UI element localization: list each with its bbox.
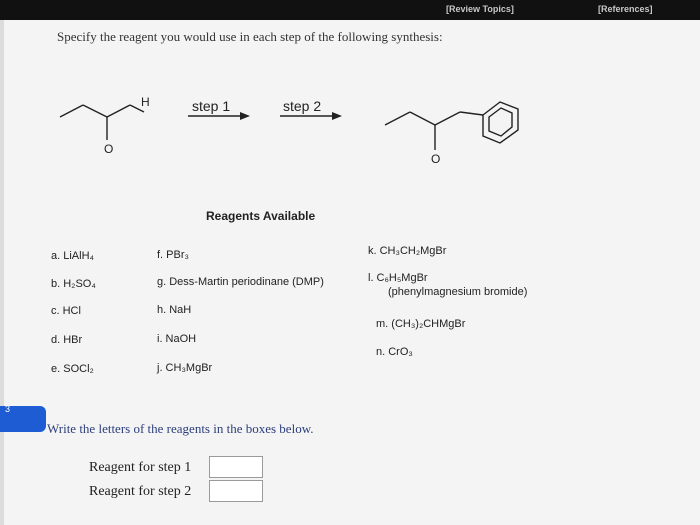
top-bar xyxy=(0,0,700,20)
step2-label: step 2 xyxy=(283,98,322,114)
oxygen-label-2: O xyxy=(431,152,441,166)
step2-reagent-label: Reagent for step 2 xyxy=(89,484,192,499)
reagent-k: k. CH₃CH₂MgBr xyxy=(368,245,447,257)
references-link[interactable]: [References] xyxy=(598,4,653,14)
reagent-h: h. NaH xyxy=(157,304,192,316)
instruction-text: Write the letters of the reagents in the boxes below. xyxy=(47,421,314,436)
review-topics-link[interactable]: [Review Topics] xyxy=(446,4,514,14)
reagent-g: g. Dess-Martin periodinane (DMP) xyxy=(157,276,324,288)
step1-reagent-label: Reagent for step 1 xyxy=(89,460,192,475)
question-tab-number: 3 xyxy=(5,404,11,414)
aldehyde-h-label: H xyxy=(141,95,150,109)
reagent-d: d. HBr xyxy=(51,334,83,346)
reagents-heading: Reagents Available xyxy=(206,209,316,223)
reagent-i: i. NaOH xyxy=(157,333,197,345)
reagent-l-note: (phenylmagnesium bromide) xyxy=(388,286,528,298)
reagent-l: l. C₆H₅MgBr xyxy=(368,272,428,284)
product-ketone-structure xyxy=(380,55,530,165)
step1-label: step 1 xyxy=(192,98,231,114)
step2-arrow-icon xyxy=(278,110,344,122)
reagent-a: a. LiAlH₄ xyxy=(51,250,95,262)
oxygen-label-1: O xyxy=(104,142,114,156)
reagent-n: n. CrO₃ xyxy=(376,346,413,358)
reagent-f: f. PBr₃ xyxy=(157,249,189,261)
reagent-j: j. CH₃MgBr xyxy=(157,362,213,374)
reagent-c: c. HCl xyxy=(51,305,81,317)
left-edge xyxy=(0,20,4,525)
question-text: Specify the reagent you would use in each step of the following synthesis: xyxy=(57,29,443,44)
step1-arrow-icon xyxy=(186,110,252,122)
step2-reagent-input[interactable] xyxy=(209,480,263,502)
reagent-e: e. SOCl₂ xyxy=(51,363,94,375)
reagent-m: m. (CH₃)₂CHMgBr xyxy=(376,318,466,330)
reagent-b: b. H₂SO₄ xyxy=(51,278,96,290)
step1-reagent-input[interactable] xyxy=(209,456,263,478)
